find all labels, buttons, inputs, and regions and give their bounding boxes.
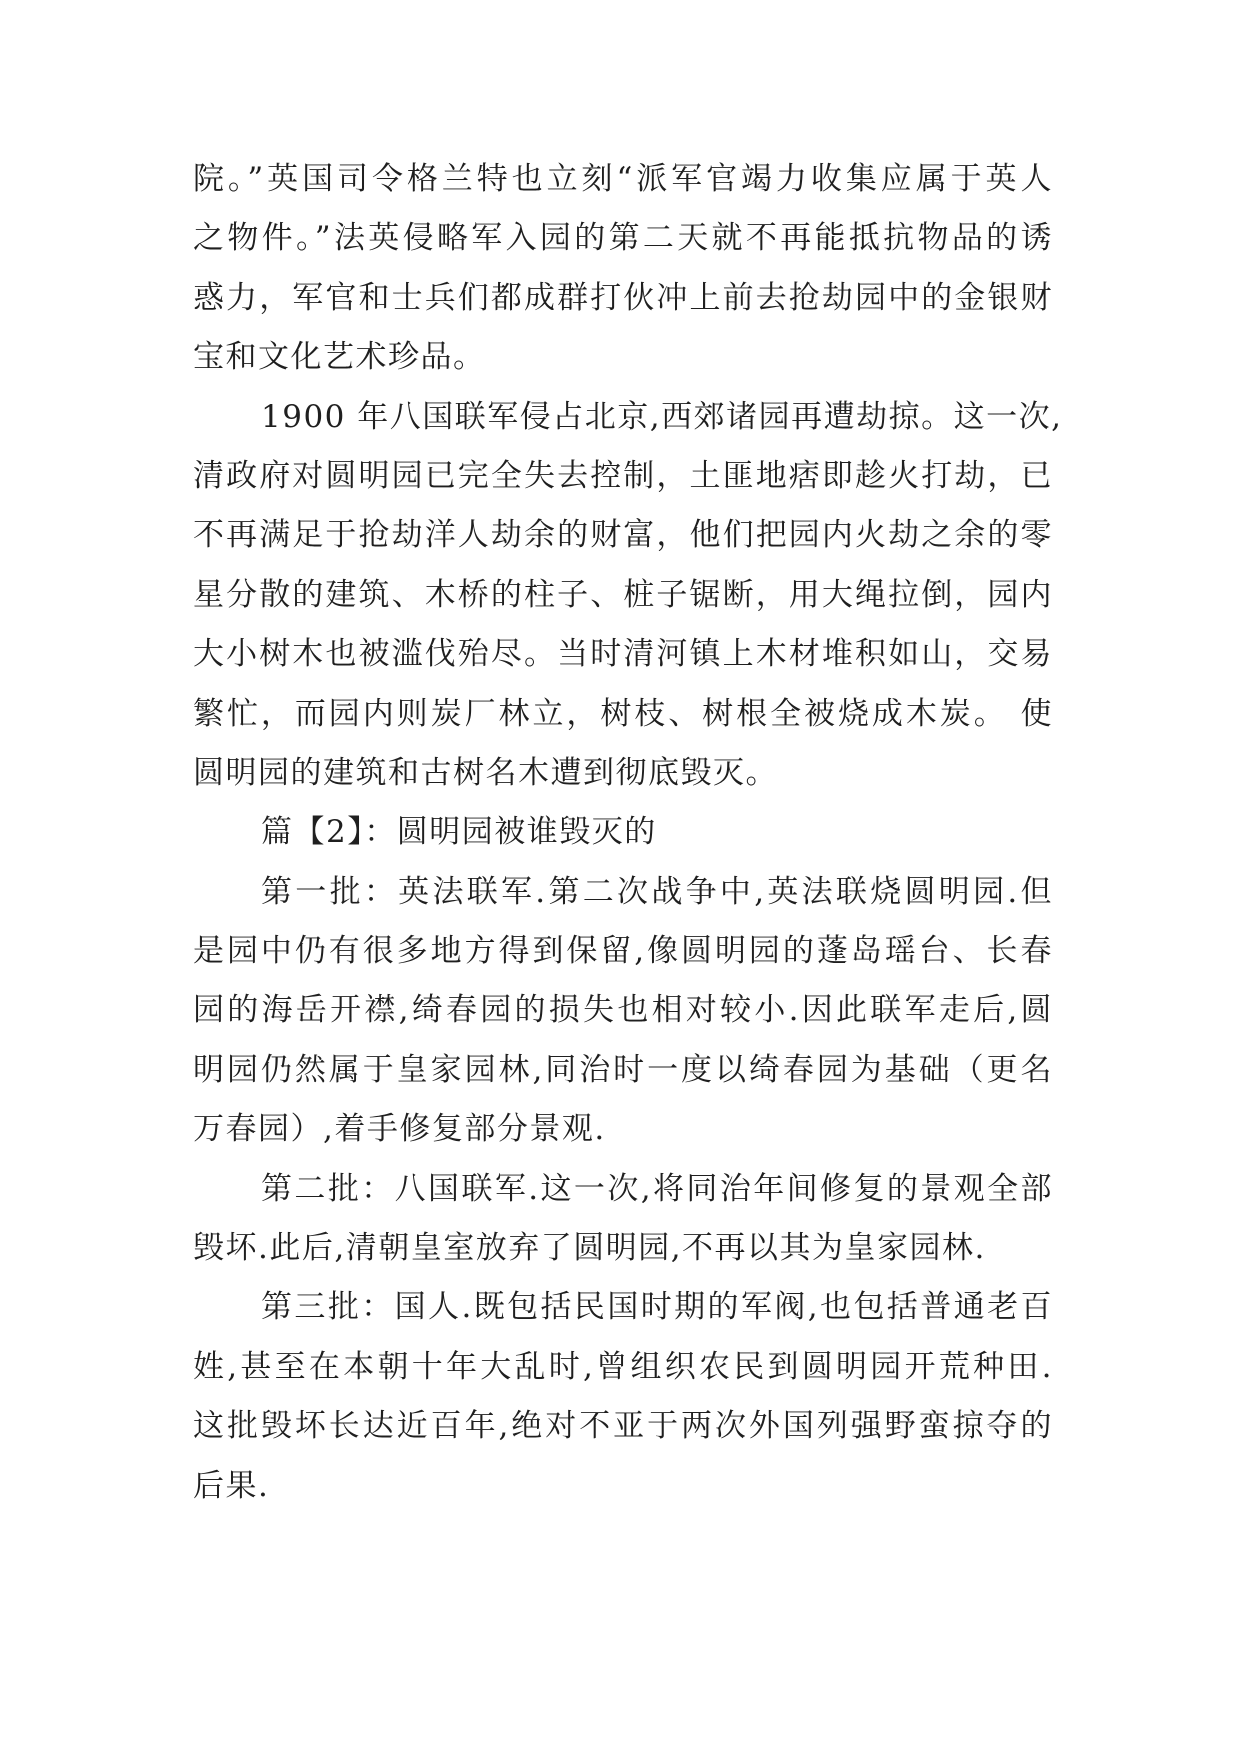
text-line: 第二批：八国联军.这一次,将同治年间修复的景观全部 xyxy=(261,1170,1053,1207)
text-line: 后果. xyxy=(193,1467,270,1504)
text-line: 万春园）,着手修复部分景观. xyxy=(193,1111,606,1148)
text-line: 繁忙，而园内则炭厂林立，树枝、树根全被烧成木炭。 使 xyxy=(193,695,1053,732)
text-line: 圆明园的建筑和古树名木遭到彻底毁灭。 xyxy=(193,754,778,791)
text-line: 惑力，军官和士兵们都成群打伙冲上前去抢劫园中的金银财 xyxy=(193,279,1053,316)
paragraph xyxy=(193,150,1053,388)
text-line: 之物件。”法英侵略军入园的第二天就不再能抵抗物品的诱 xyxy=(193,220,1053,257)
text-line: 明园仍然属于皇家园林,同治时一度以绮春园为基础（更名 xyxy=(193,1051,1053,1088)
heading-line: 篇【2】：圆明园被谁毁灭的 xyxy=(261,814,657,851)
text-line: 院。”英国司令格兰特也立刻“派军官竭力收集应属于英人 xyxy=(193,161,1053,197)
text-line: 毁坏.此后,清朝皇室放弃了圆明园,不再以其为皇家园林. xyxy=(193,1230,986,1267)
document-page xyxy=(193,150,1063,1516)
text-line: 第三批：国人.既包括民国时期的军阀,也包括普通老百 xyxy=(261,1289,1053,1326)
text-line: 不再满足于抢劫洋人劫余的财富，他们把园内火劫之余的零 xyxy=(193,517,1053,554)
text-line: 宝和文化艺术珍品。 xyxy=(193,339,486,376)
text-line: 星分散的建筑、木桥的柱子、桩子锯断，用大绳拉倒，园内 xyxy=(193,576,1053,613)
paragraph xyxy=(193,1160,1053,1279)
text-line: 是园中仍有很多地方得到保留,像圆明园的蓬岛瑶台、长春 xyxy=(193,933,1053,970)
text-line: 大小树木也被滥伐殆尽。当时清河镇上木材堆积如山，交易 xyxy=(193,636,1053,673)
paragraph xyxy=(193,1278,1053,1516)
paragraph xyxy=(193,863,1053,1160)
text-line: 这批毁坏长达近百年,绝对不亚于两次外国列强野蛮掠夺的 xyxy=(193,1408,1053,1445)
paragraph xyxy=(193,388,1063,804)
section-heading xyxy=(193,803,1053,862)
text-line: 1900 年八国联军侵占北京,西郊诸园再遭劫掠。这一次, xyxy=(261,398,1063,435)
text-line: 园的海岳开襟,绮春园的损失也相对较小.因此联军走后,圆 xyxy=(193,992,1053,1029)
text-line: 清政府对圆明园已完全失去控制，土匪地痞即趁火打劫，已 xyxy=(193,457,1053,494)
text-line: 第一批：英法联军.第二次战争中,英法联烧圆明园.但 xyxy=(261,873,1053,910)
text-line: 姓,甚至在本朝十年大乱时,曾组织农民到圆明园开荒种田. xyxy=(193,1348,1053,1385)
